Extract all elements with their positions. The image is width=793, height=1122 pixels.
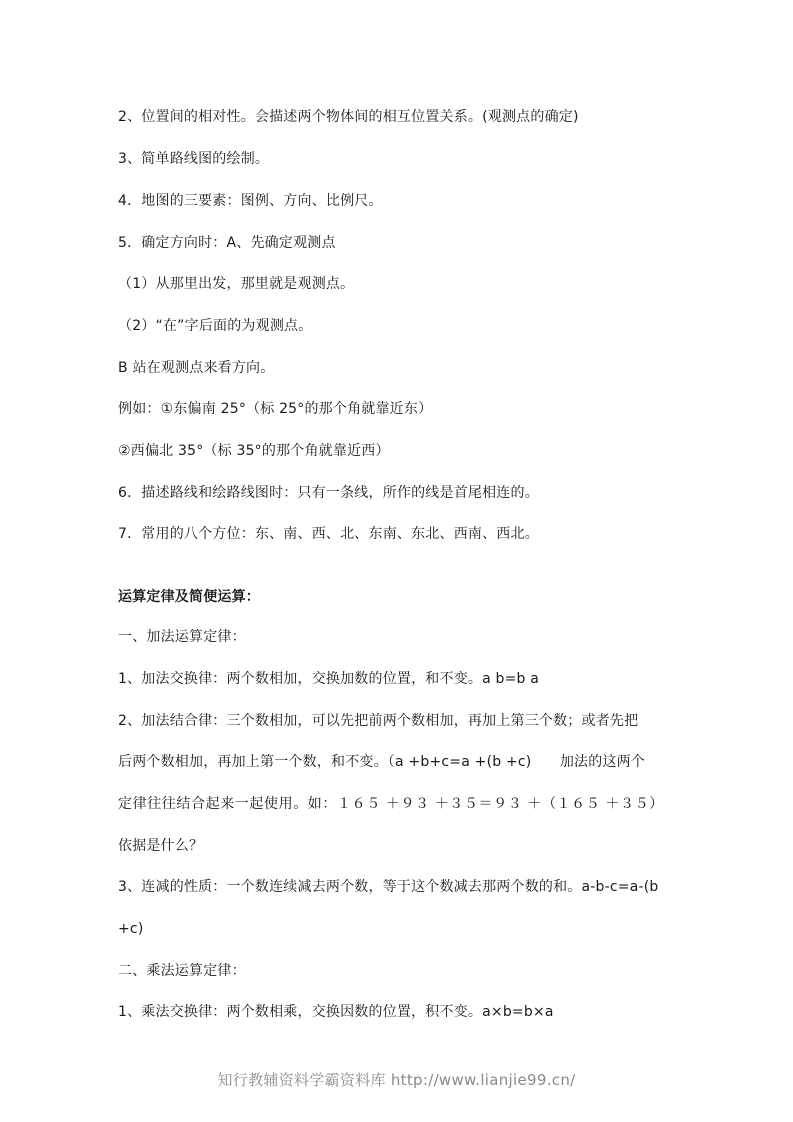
text-line: 1、加法交换律：两个数相加，交换加数的位置，和不变。a b=b a	[118, 671, 540, 687]
text-line: 4．地图的三要素：图例、方向、比例尺。	[118, 193, 383, 209]
text-line: 一、加法运算定律：	[118, 629, 246, 645]
text-line: 3、简单路线图的绘制。	[118, 151, 270, 167]
text-line: （2）“在”字后面的为观测点。	[118, 318, 313, 334]
section-title: 运算定律及简便运算：	[118, 589, 260, 605]
text-line: +c)	[118, 921, 144, 937]
text-line: B 站在观测点来看方向。	[118, 360, 275, 376]
text-line: 6．描述路线和绘路线图时：只有一条线，所作的线是首尾相连的。	[118, 485, 539, 501]
text-line: 后两个数相加，再加上第一个数，和不变。（a +b+c=a +(b +c) 加法的这两个	[118, 754, 646, 770]
text-line: 7．常用的八个方位：东、南、西、北、东南、东北、西南、西北。	[118, 526, 539, 542]
text-line: 3、连减的性质：一个数连续减去两个数，等于这个数减去那两个数的和。a-b-c=a-(b	[118, 879, 659, 895]
text-line: （1）从那里出发，那里就是观测点。	[118, 276, 355, 292]
text-line: 定律往往结合起来一起使用。如：１６５ ＋９３ ＋３５＝９３ ＋（１６５ ＋３５）	[118, 796, 664, 812]
text-line: 依据是什么？	[118, 838, 204, 854]
text-line: 2、加法结合律：三个数相加，可以先把前两个数相加，再加上第三个数；或者先把	[118, 713, 639, 729]
text-line: ②西偏北 35°（标 35°的那个角就靠近西）	[118, 443, 390, 459]
text-line: 2、位置间的相对性。会描述两个物体间的相互位置关系。(观测点的确定)	[118, 109, 579, 125]
text-line: 5．确定方向时：A、先确定观测点	[118, 235, 336, 251]
footer-watermark: 知行教辅资料学霸资料库 http://www.lianjie99.cn/	[217, 1071, 576, 1089]
text-line: 例如：①东偏南 25°（标 25°的那个角就靠近东）	[118, 401, 433, 417]
text-line: 二、乘法运算定律：	[118, 963, 246, 979]
text-line: 1、乘法交换律：两个数相乘，交换因数的位置，积不变。a×b=b×a	[118, 1004, 554, 1020]
